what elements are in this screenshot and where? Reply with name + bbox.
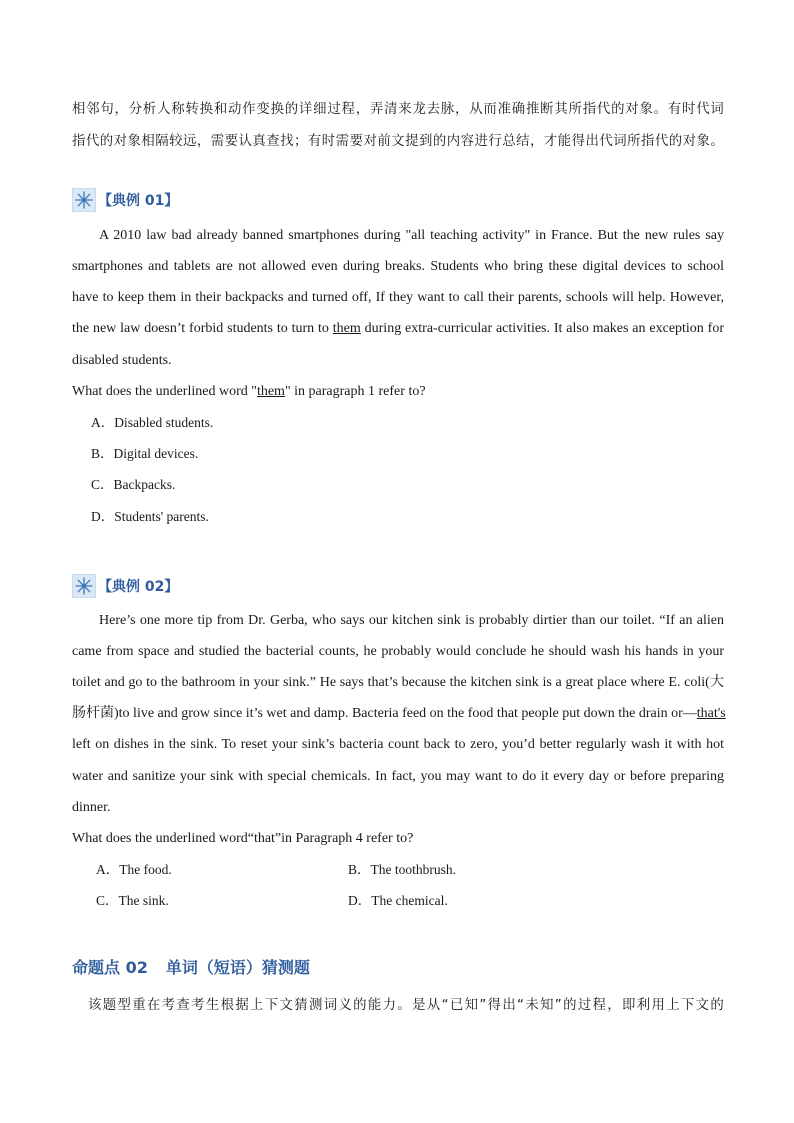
example-02-passage-line-6: water and sanitize your sink with special chemicals. In fact, you may want to do it every day or before preparing [72, 769, 724, 784]
example-01-passage-line-5: disabled students. [72, 353, 172, 368]
section-heading [72, 955, 310, 978]
section-title: 单词（短语）猜测题 [165, 958, 310, 977]
example-01-passage-line-1: A 2010 law bad already banned smartphones during "all teaching activity" in France. But the new rules say [99, 228, 724, 243]
section-number: 命题点 02 [72, 958, 148, 977]
snowflake-icon [72, 574, 96, 598]
intro-line-1: 相邻句，分析人称转换和动作变换的详细过程，弄清来龙去脉，从而准确推断其所指代的对象。有时代词 [72, 102, 724, 117]
example-02-passage-line-2: came from space and studied the bacterial counts, he probably would conclude he should wash his hands in your [72, 644, 724, 659]
intro-line-2: 指代的对象相隔较远，需要认真查找；有时需要对前文提到的内容进行总结，才能得出代词所指代的对象。 [72, 134, 724, 149]
example-02-passage-line-7: dinner. [72, 800, 111, 815]
question-underlined-them: them [256, 384, 285, 399]
example-02-question: What does the underlined word“that”in Paragraph 4 refer to? [72, 831, 414, 846]
example-01-option-a[interactable]: A．Disabled students. [91, 415, 214, 430]
snowflake-icon [72, 188, 96, 212]
example-02-passage-line-4: 肠杆菌)to live and grow since it’s wet and damp. Bacteria feed on the food that people put down the drain or—that's [72, 706, 726, 721]
underlined-word-them: them [332, 321, 361, 336]
example-01-passage-line-3: have to keep them in their backpacks and turned off, If they want to call their parents, schools will help. However, [72, 290, 724, 305]
example-02-option-c[interactable]: C．The sink. [96, 893, 169, 908]
example-02-option-a[interactable]: A．The food. [96, 862, 172, 877]
example-01-label: 【典例 01】 [98, 193, 179, 209]
example-02-option-d[interactable]: D．The chemical. [348, 893, 448, 908]
underlined-word-that: that's [696, 706, 726, 721]
example-02-passage-line-5: left on dishes in the sink. To reset your sink’s bacteria count back to zero, you’d better regularly wash it with hot [72, 737, 724, 752]
example-02-passage-line-1: Here’s one more tip from Dr. Gerba, who says our kitchen sink is probably dirtier than our toilet. “If an alien [99, 613, 724, 628]
example-01-option-d[interactable]: D．Students' parents. [91, 509, 209, 524]
example-01-question: What does the underlined word "them" in paragraph 1 refer to? [72, 384, 426, 399]
example-01-option-b[interactable]: B．Digital devices. [91, 446, 199, 461]
example-01-option-c[interactable]: C．Backpacks. [91, 477, 176, 492]
example-02-option-b[interactable]: B．The toothbrush. [348, 862, 456, 877]
example-01-header [72, 186, 178, 214]
example-01-passage-line-4: the new law doesn’t forbid students to turn to them during extra-curricular activities. It also makes an exception for [72, 321, 724, 336]
example-01-passage-line-2: smartphones and tablets are not allowed even during breaks. Students who bring these digital devices to school [72, 259, 724, 274]
section-text: 该题型重在考查考生根据上下文猜测词义的能力。是从“已知”得出“未知”的过程，即利用上下文的 [88, 998, 724, 1013]
example-02-header [72, 572, 178, 600]
example-02-passage-line-3: toilet and go to the bathroom in your sink.” He says that’s because the kitchen sink is a great place where E. coli(大 [72, 675, 724, 690]
example-02-label: 【典例 02】 [98, 579, 179, 595]
